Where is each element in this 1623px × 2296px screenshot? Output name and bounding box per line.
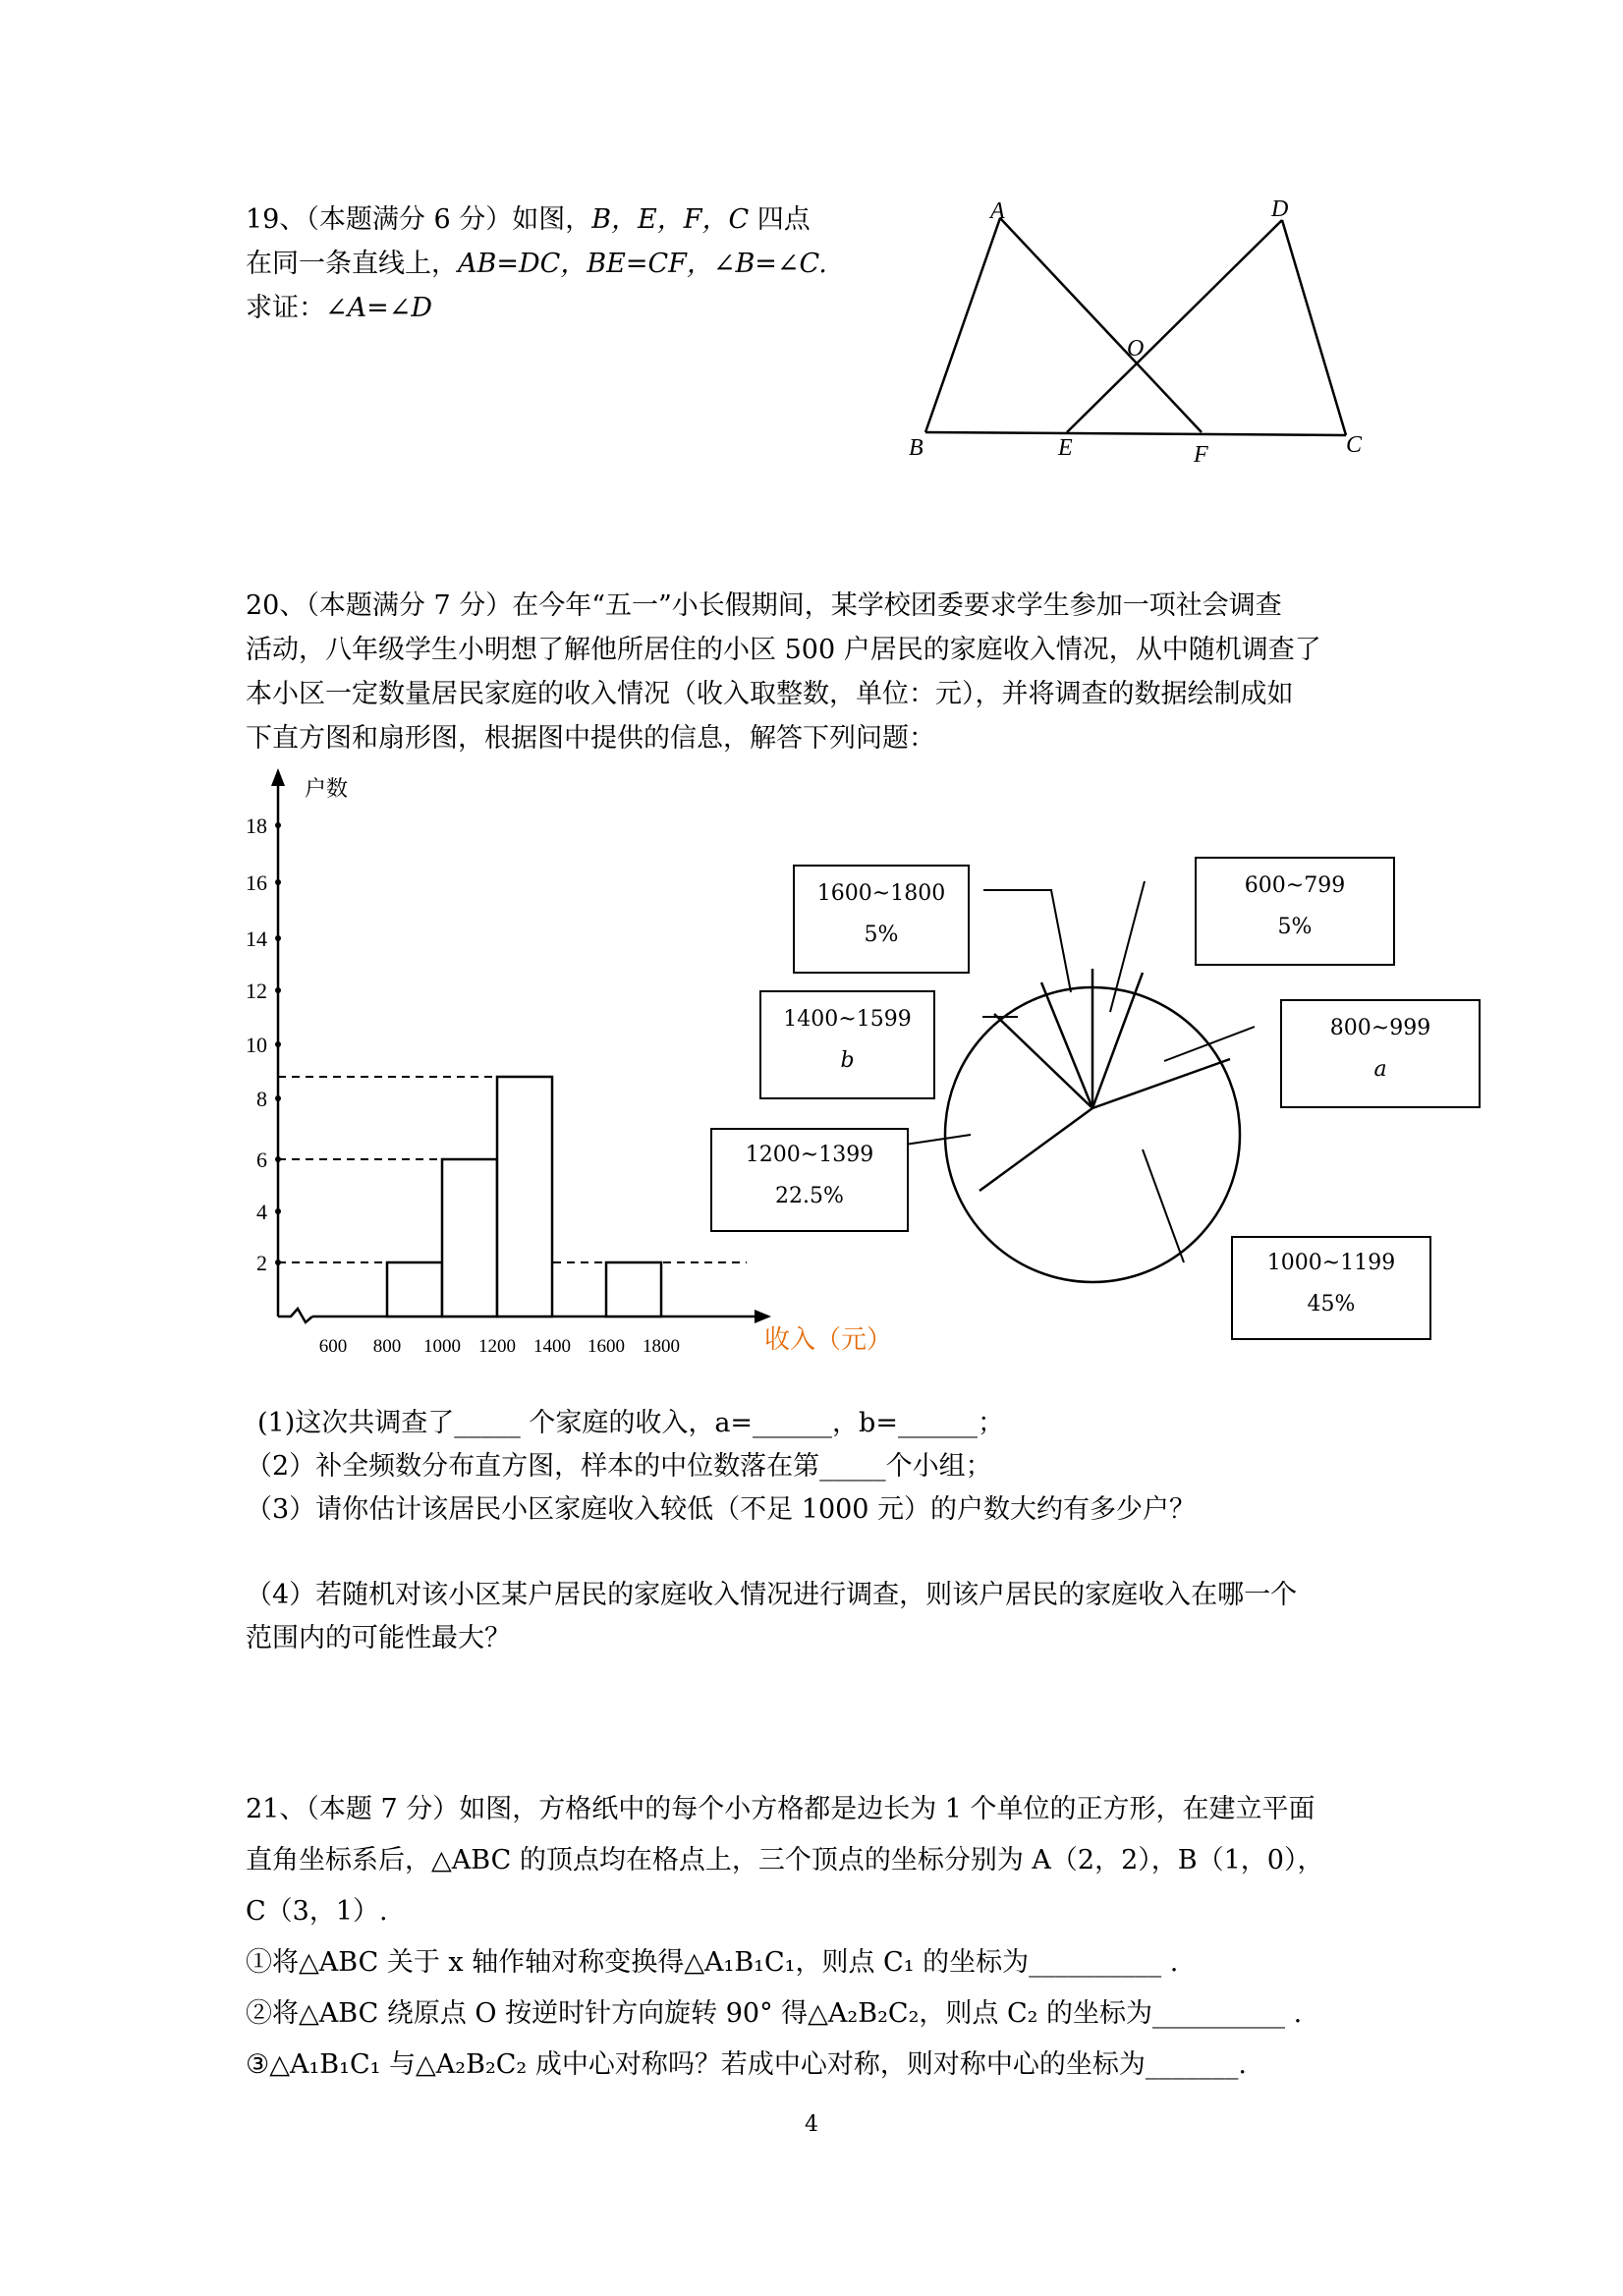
pie-leader-line: [983, 890, 1071, 992]
q19-line3-a: 求证：: [246, 293, 325, 323]
y-tick-label: 14: [246, 926, 267, 951]
q20-sub3: （3）请你估计该居民小区家庭收入较低（不足 1000 元）的户数大约有多少户？: [246, 1494, 1197, 1525]
label-d: D: [1271, 196, 1289, 222]
q19-line1-b: 四点: [749, 204, 811, 235]
x-tick-label: 1400: [533, 1336, 571, 1357]
x-tick-label: 800: [372, 1336, 402, 1357]
q20-para-line1: 20、（本题满分 7 分）在今年“五一”小长假期间，某学校团委要求学生参加一项社会调查: [246, 590, 1282, 621]
y-tick-label: 6: [256, 1148, 267, 1172]
y-tick-label: 12: [246, 979, 267, 1003]
q19-line3-b: ∠A=∠D: [325, 293, 433, 323]
pie-slice-boundary: [979, 1108, 1092, 1191]
pie-slice-boundary: [1092, 973, 1143, 1108]
pie-label-600-799-range: 600~799: [1244, 873, 1346, 898]
pie-leader-line: [1164, 1027, 1255, 1061]
q21-item3: ③△A₁B₁C₁ 与△A₂B₂C₂ 成中心对称吗？若成中心对称，则对称中心的坐标为_______.: [246, 2049, 1247, 2080]
pie-label-600-799-value: 5%: [1277, 915, 1313, 939]
label-a: A: [990, 198, 1005, 224]
y-tick-label: 2: [256, 1251, 267, 1275]
q20-sub4-line1: （4）若随机对该小区某户居民的家庭收入情况进行调查，则该户居民的家庭收入在哪一个: [246, 1580, 1298, 1610]
q20-sub1: (1)这次共调查了_____ 个家庭的收入，a=______，b=______；: [257, 1408, 1004, 1438]
pie-slice-boundary: [1041, 982, 1092, 1108]
pie-label-1600-1800-value: 5%: [864, 923, 899, 947]
q21-line3: C（3，1）.: [246, 1896, 388, 1927]
pie-label-1400-1599: [759, 990, 935, 1099]
pie-label-1000-1199-value: 45%: [1307, 1292, 1356, 1316]
pie-label-1200-1399: [710, 1128, 909, 1232]
q21-line2: 直角坐标系后，△ABC 的顶点均在格点上，三个顶点的坐标分别为 A（2，2），B（1，0），: [246, 1845, 1324, 1876]
page-number: 4: [805, 2112, 818, 2137]
label-c: C: [1346, 432, 1363, 458]
label-o: O: [1127, 336, 1145, 362]
x-tick-label: 1000: [423, 1336, 461, 1357]
pie-label-1200-1399-value: 22.5%: [775, 1184, 844, 1208]
pie-label-800-999-value: a: [1373, 1057, 1387, 1082]
q20-sub4-line2: 范围内的可能性最大？: [246, 1623, 511, 1653]
pie-leader-line: [1143, 1149, 1184, 1262]
pie-label-800-999-range: 800~999: [1329, 1016, 1431, 1040]
label-f: F: [1194, 442, 1208, 468]
q20-sub2: （2）补全频数分布直方图，样本的中位数落在第_____个小组；: [246, 1451, 992, 1482]
pie-slice-boundary: [994, 1014, 1092, 1108]
y-tick-label: 16: [246, 870, 267, 895]
q21-item2: ②将△ABC 绕原点 O 按逆时针方向旋转 90° 得△A₂B₂C₂，则点 C₂ 的坐标为__________ .: [246, 1998, 1303, 2029]
x-tick-label: 1200: [478, 1336, 516, 1357]
x-tick-label: 1800: [643, 1336, 680, 1357]
y-tick-label: 18: [246, 813, 267, 838]
q21-line1: 21、（本题 7 分）如图，方格纸中的每个小方格都是边长为 1 个单位的正方形，在建立平面: [246, 1794, 1315, 1824]
pie-leader-line: [905, 1135, 971, 1145]
y-axis-title: 户数: [305, 777, 349, 802]
x-tick-label: 1600: [588, 1336, 625, 1357]
pie-label-1400-1599-value: b: [840, 1048, 855, 1073]
pie-label-1600-1800-range: 1600~1800: [816, 881, 946, 906]
pie-label-1000-1199: [1231, 1236, 1431, 1340]
q19-line1-a: 19、（本题满分 6 分）如图，: [246, 204, 592, 235]
pie-label-800-999: [1280, 999, 1481, 1108]
q21-item1: ①将△ABC 关于 x 轴作轴对称变换得△A₁B₁C₁，则点 C₁ 的坐标为__________ .: [246, 1947, 1179, 1978]
q20-para-line2: 活动，八年级学生小明想了解他所居住的小区 500 户居民的家庭收入情况，从中随机调查了: [246, 635, 1321, 665]
q19-line1-points: B，E，F，C: [591, 204, 750, 235]
q19-line2-a: 在同一条直线上，: [246, 249, 458, 279]
y-tick-label: 4: [256, 1200, 267, 1224]
q20-para-line3: 本小区一定数量居民家庭的收入情况（收入取整数，单位：元），并将调查的数据绘制成如: [246, 679, 1294, 709]
pie-slice-boundary: [1092, 1059, 1230, 1108]
q20-para-line4: 下直方图和扇形图，根据图中提供的信息，解答下列问题：: [246, 723, 935, 754]
y-tick-label: 8: [256, 1087, 267, 1111]
pie-label-1200-1399-range: 1200~1399: [745, 1143, 874, 1167]
label-e: E: [1058, 435, 1073, 461]
pie-label-600-799: [1195, 857, 1395, 966]
q19-line2-b: AB=DC，BE=CF，∠B=∠C.: [458, 249, 827, 279]
y-tick-label: 10: [246, 1033, 267, 1057]
pie-label-1400-1599-range: 1400~1599: [783, 1007, 912, 1032]
x-axis-title: 收入（元）: [764, 1325, 893, 1355]
label-b: B: [909, 435, 923, 461]
pie-label-1000-1199-range: 1000~1199: [1266, 1251, 1396, 1275]
x-tick-label: 600: [318, 1336, 348, 1357]
pie-label-1600-1800: [793, 865, 970, 974]
